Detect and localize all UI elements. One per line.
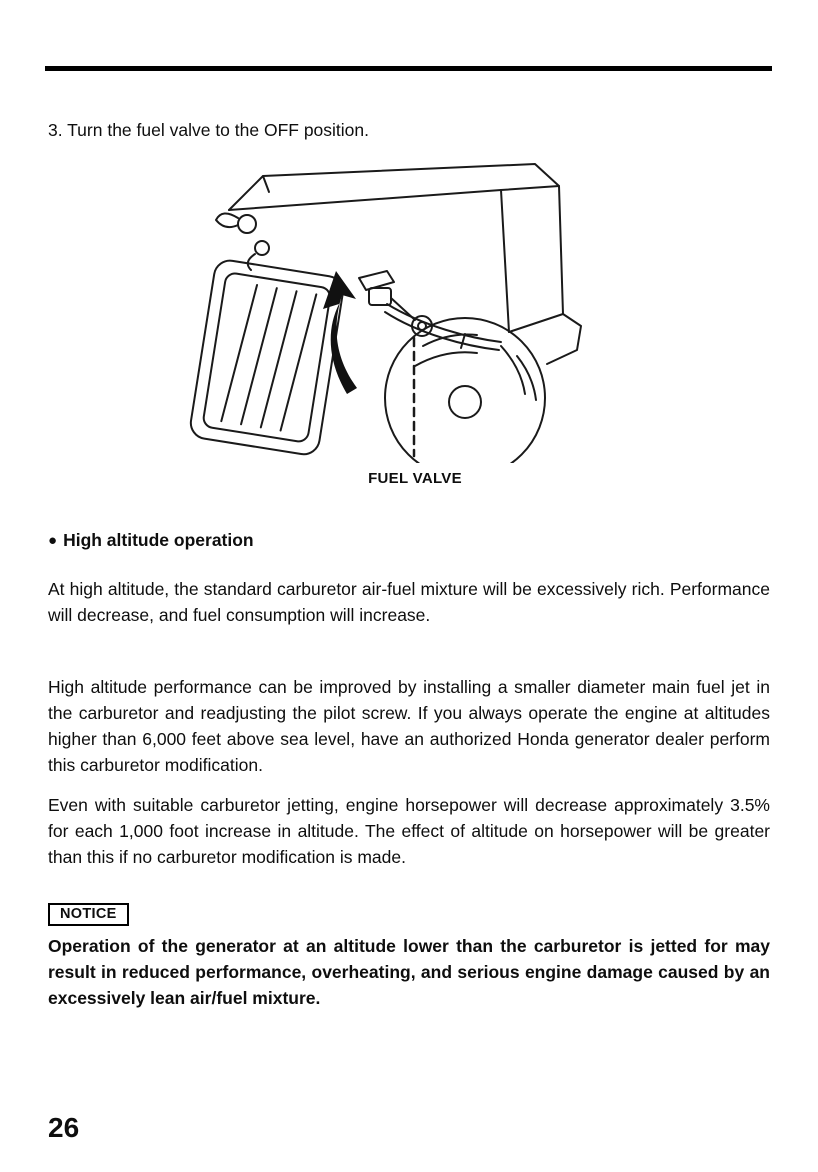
body-paragraph: Even with suitable carburetor jetting, engine horsepower will decrease approximately 3.5% for each 1,000 foot increase in altitude. The effect of altitude on horsepower will be greater than this if no carburetor modification is made. <box>48 795 770 867</box>
section-heading <box>48 530 254 551</box>
generator-illustration-drawing <box>165 158 595 463</box>
section-heading-text: High altitude operation <box>63 530 254 550</box>
body-paragraph: At high altitude, the standard carburetor air-fuel mixture will be excessively rich. Performance will decrease, and fuel consumption will increase. <box>48 579 770 625</box>
notice-text: Operation of the generator at an altitude lower than the carburetor is jetted for may result in reduced performance, overheating, and serious engine damage caused by an excessively lean air/fuel mixture. <box>48 936 770 1008</box>
body-paragraph: High altitude performance can be improved by installing a smaller diameter main fuel jet in the carburetor and readjusting the pilot screw. If you always operate the engine at altitudes higher than 6,000 feet above sea level, have an authorized Honda generator dealer perform this carburetor modification. <box>48 677 770 775</box>
notice-label: NOTICE <box>60 906 117 922</box>
page-number: 26 <box>48 1112 80 1143</box>
turn-arrow-icon <box>323 271 357 394</box>
notice-box <box>48 903 129 926</box>
header-rule <box>45 66 772 71</box>
bullet-icon: ● <box>48 532 58 549</box>
step-3-instruction: 3. Turn the fuel valve to the OFF position. <box>48 119 369 140</box>
figure-caption: FUEL VALVE <box>368 470 462 487</box>
fuel-valve-figure <box>165 158 595 487</box>
